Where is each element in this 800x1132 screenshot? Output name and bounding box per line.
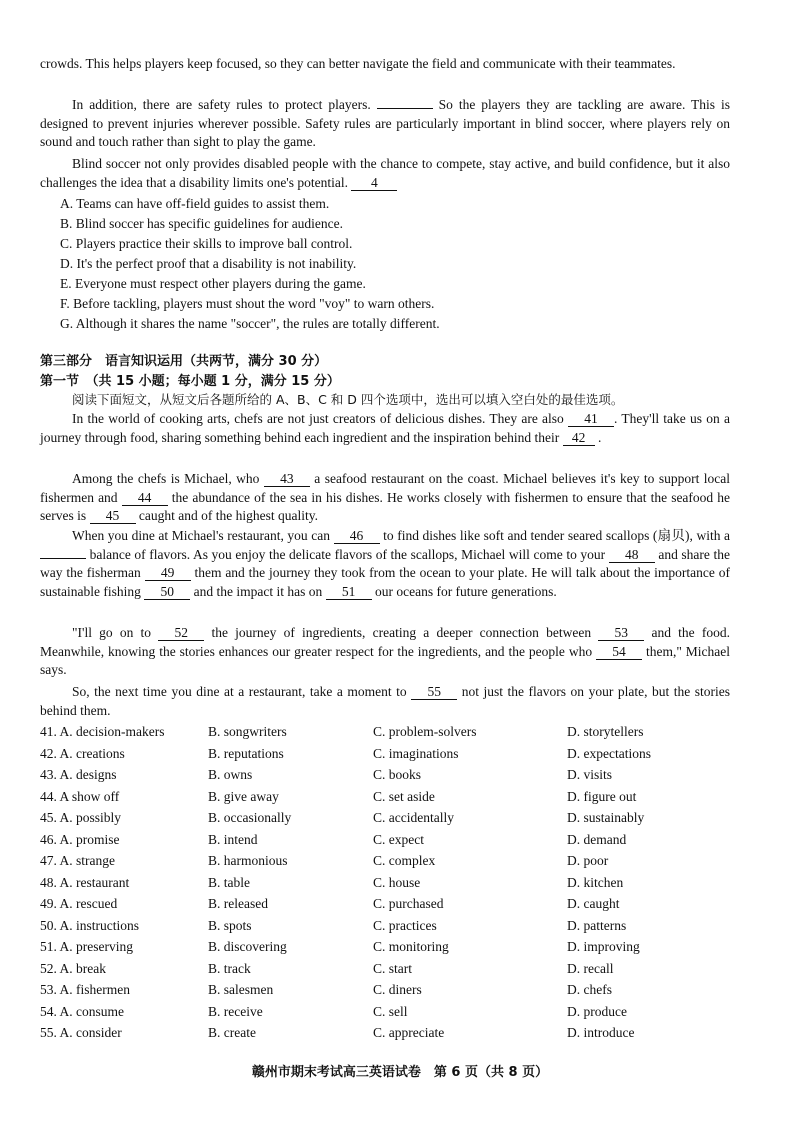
option-b: B. harmonious xyxy=(208,853,288,868)
option-line: D. It's the perfect proof that a disability is not inability. xyxy=(60,256,357,271)
passage-text: . They'll take us on a journey through food, sharing something behind each ingredient and the inspiration behind their xyxy=(40,411,730,445)
option-c: C. diners xyxy=(373,982,422,997)
cloze-blank-49: 49 xyxy=(145,565,191,581)
option-line: A. Teams can have off-field guides to assist them. xyxy=(60,196,330,211)
option-a: 50. A. instructions xyxy=(40,917,140,933)
passage-text: a seafood restaurant on the coast. Michael believes it's key to support local fishermen and xyxy=(40,471,730,505)
option-a: 53. A. fishermen xyxy=(40,982,130,997)
option-b: B. receive xyxy=(208,1003,263,1019)
option-b: B. create xyxy=(208,1025,256,1040)
option-line: G. Although it shares the name "soccer", the rules are totally different. xyxy=(60,316,440,331)
option-b: B. spots xyxy=(208,917,252,933)
option-a: 55. A. consider xyxy=(40,1025,122,1040)
option-b: B. released xyxy=(208,896,268,911)
option-d: D. introduce xyxy=(567,1025,635,1040)
passage-text: caught and of the highest quality. xyxy=(138,508,318,523)
cloze-blank-54: 54 xyxy=(596,644,642,660)
cloze-blank-55: 55 xyxy=(411,684,457,700)
option-d: D. chefs xyxy=(567,982,612,997)
cloze-blank-53: 53 xyxy=(598,625,644,641)
section-title: 第三部分 语言知识运用（共两节，满分 30 分） xyxy=(40,354,328,369)
cloze-paragraph xyxy=(40,410,730,447)
passage-text: not just the flavors on your plate, but the stories behind them. xyxy=(40,684,731,718)
option-b: B. discovering xyxy=(208,939,287,954)
option-a: 54. A. consume xyxy=(40,1003,124,1019)
option-line: B. Blind soccer has specific guidelines for audience. xyxy=(60,216,344,231)
cloze-paragraph xyxy=(40,527,730,601)
option-a: 49. A. rescued xyxy=(40,896,118,911)
option-c: C. purchased xyxy=(373,896,444,911)
option-c: C. complex xyxy=(373,853,436,868)
option-c: C. accidentally xyxy=(373,810,454,825)
option-b: B. table xyxy=(208,874,250,890)
passage-text: "I'll go on to xyxy=(72,625,152,640)
cloze-blank-50: 50 xyxy=(144,584,190,600)
passage-text: So the players they are tackling are aware. This is designed to prevent injuries wherever possible. Safety rules are particularly important in blind soccer, where players rely on sound and touch rather than sight to play the game. xyxy=(40,97,730,149)
passage-text: and share the way the fisherman xyxy=(40,546,730,580)
option-a: 47. A. strange xyxy=(40,853,115,868)
option-b: B. salesmen xyxy=(208,982,274,997)
answer-blank xyxy=(377,108,433,109)
passage-text: and the food. Meanwhile, knowing the stories enhances our greater respect for the ingredients, and the people who xyxy=(40,625,730,659)
passage-text: our oceans for future generations. xyxy=(374,583,557,599)
passage-text: them and the journey they took from the ocean to your plate. He will talk about the importance of sustainable fishing xyxy=(40,565,731,599)
option-d: D. patterns xyxy=(567,917,627,933)
cloze-blank-52: 52 xyxy=(158,625,204,641)
option-line: E. Everyone must respect other players during the game. xyxy=(60,276,366,291)
page-footer: 赣州市期末考试高三英语试卷 第 6 页（共 8 页） xyxy=(251,1065,549,1080)
option-b: B. occasionally xyxy=(208,810,292,825)
option-a: 45. A. possibly xyxy=(40,810,122,825)
option-a: 43. A. designs xyxy=(40,767,117,782)
option-a: 41. A. decision-makers xyxy=(40,724,165,739)
cloze-blank-48: 48 xyxy=(609,547,655,563)
option-a: 44. A show off xyxy=(40,788,120,804)
option-c: C. appreciate xyxy=(373,1025,445,1040)
option-b: B. songwriters xyxy=(208,724,287,739)
passage-text: them," Michael says. xyxy=(40,643,730,677)
option-b: B. reputations xyxy=(208,745,284,761)
passage-text: the abundance of the sea in his dishes. He works closely with fishermen to ensure that the seafood he serves is xyxy=(40,489,730,523)
option-d: D. poor xyxy=(567,853,609,868)
passage-text: balance of flavors. As you enjoy the delicate flavors of the scallops, Michael will come to your xyxy=(89,546,606,562)
option-d: D. expectations xyxy=(567,745,651,761)
passage-paragraph xyxy=(40,155,730,192)
option-line: C. Players practice their skills to improve ball control. xyxy=(60,236,353,251)
passage-text: the journey of ingredients, creating a deeper connection between xyxy=(211,625,592,640)
option-c: C. books xyxy=(373,767,422,782)
passage-text: When you dine at Michael's restaurant, you can xyxy=(72,528,330,543)
cloze-blank-51: 51 xyxy=(326,584,372,600)
option-b: B. owns xyxy=(208,767,253,782)
option-b: B. intend xyxy=(208,831,258,847)
option-a: 46. A. promise xyxy=(40,831,120,847)
cloze-blank-42: 42 xyxy=(563,430,595,446)
option-c: C. start xyxy=(373,960,412,976)
option-d: D. kitchen xyxy=(567,874,624,890)
option-d: D. figure out xyxy=(567,788,637,804)
cloze-paragraph xyxy=(40,683,730,720)
cloze-blank-46: 46 xyxy=(334,528,380,544)
option-d: D. produce xyxy=(567,1003,627,1019)
option-b: B. give away xyxy=(208,788,279,804)
option-c: C. monitoring xyxy=(373,939,449,954)
section-subtitle: 第一节 （共 15 小题；每小题 1 分，满分 15 分） xyxy=(40,374,340,389)
passage-text: Among the chefs is Michael, who xyxy=(72,471,260,486)
option-a: 51. A. preserving xyxy=(40,939,133,954)
option-c: C. sell xyxy=(373,1003,408,1019)
option-d: D. caught xyxy=(567,896,620,911)
cloze-blank-47 xyxy=(40,558,86,559)
section-instruction: 阅读下面短文，从短文后各题所给的 A、B、C 和 D 四个选项中，选出可以填入空白处的最佳选项。 xyxy=(72,392,624,407)
cloze-blank-44: 44 xyxy=(122,490,168,506)
cloze-blank-41: 41 xyxy=(568,411,614,427)
cloze-blank-43: 43 xyxy=(264,471,310,487)
option-b: B. track xyxy=(208,960,251,976)
option-c: C. practices xyxy=(373,917,437,933)
passage-paragraph xyxy=(40,96,730,152)
cloze-paragraph xyxy=(40,624,730,680)
passage-paragraph xyxy=(40,55,730,74)
passage-text: In addition, there are safety rules to protect players. xyxy=(72,97,371,112)
answer-blank: 4 xyxy=(351,175,397,191)
option-a: 48. A. restaurant xyxy=(40,874,130,890)
option-d: D. demand xyxy=(567,831,627,847)
option-c: C. set aside xyxy=(373,788,435,804)
option-d: D. sustainably xyxy=(567,810,645,825)
option-d: D. visits xyxy=(567,767,613,782)
option-c: C. problem-solvers xyxy=(373,724,477,739)
option-d: D. recall xyxy=(567,960,614,976)
cloze-paragraph xyxy=(40,470,730,526)
option-a: 42. A. creations xyxy=(40,745,125,761)
option-a: 52. A. break xyxy=(40,960,106,976)
passage-text: crowds. This helps players keep focused, so they can better navigate the field and communicate with their teammates. xyxy=(40,56,676,71)
option-c: C. expect xyxy=(373,831,424,847)
passage-text: and the impact it has on xyxy=(193,583,323,599)
passage-text: In the world of cooking arts, chefs are not just creators of delicious dishes. They are also xyxy=(72,411,564,426)
option-d: D. storytellers xyxy=(567,724,644,739)
option-d: D. improving xyxy=(567,939,640,954)
cloze-blank-45: 45 xyxy=(90,508,136,524)
option-line: F. Before tackling, players must shout the word "voy" to warn others. xyxy=(60,296,435,311)
passage-text: . xyxy=(598,429,602,445)
passage-text: So, the next time you dine at a restaurant, take a moment to xyxy=(72,684,407,699)
option-c: C. house xyxy=(373,874,421,890)
passage-text: to find dishes like soft and tender seared scallops (扇贝), with a xyxy=(383,528,731,543)
passage-text: Blind soccer not only provides disabled people with the chance to compete, stay active, and build confidence, but it also challenges the idea that a disability limits one's potential. xyxy=(40,156,730,190)
option-c: C. imaginations xyxy=(373,745,459,761)
